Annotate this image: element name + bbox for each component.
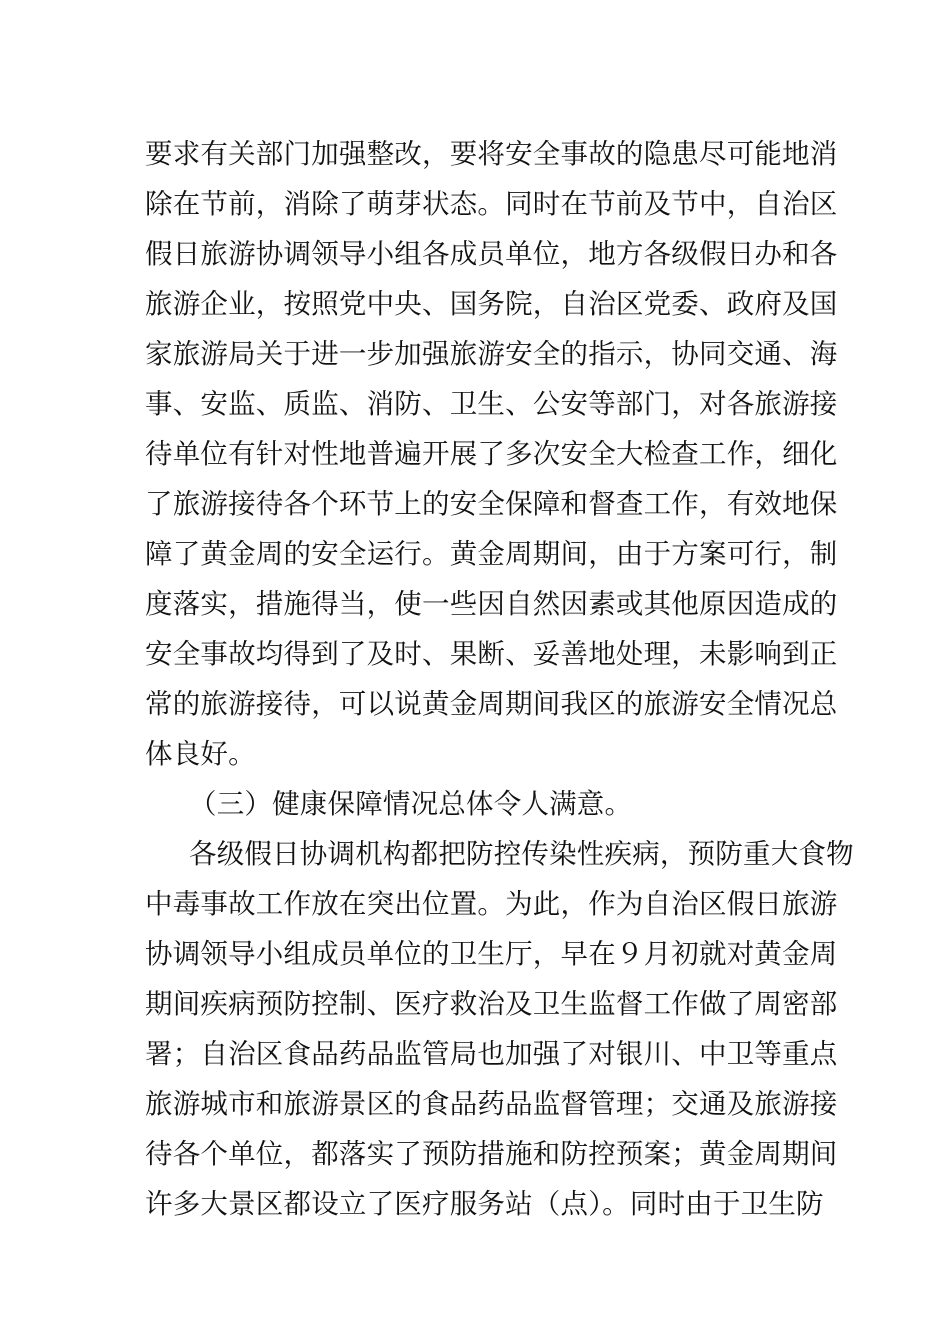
paragraph-line: 安全事故均得到了及时、果断、妥善地处理，未影响到正: [145, 638, 838, 670]
paragraph-line: 常的旅游接待，可以说黄金周期间我区的旅游安全情况总: [145, 688, 838, 720]
paragraph-line: 家旅游局关于进一步加强旅游安全的指示，协同交通、海: [145, 338, 838, 370]
paragraph-line: 了旅游接待各个环节上的安全保障和督查工作，有效地保: [145, 488, 838, 520]
section-heading: （三）健康保障情况总体令人满意。: [189, 788, 633, 820]
paragraph-line: 除在节前，消除了萌芽状态。同时在节前及节中，自治区: [145, 188, 838, 220]
paragraph-first-line: 各级假日协调机构都把防控传染性疾病，预防重大食物: [189, 838, 854, 870]
paragraph-line: 假日旅游协调领导小组各成员单位，地方各级假日办和各: [145, 238, 838, 270]
paragraph-last-line: 体良好。: [145, 738, 256, 770]
paragraph-line: 期间疾病预防控制、医疗救治及卫生监督工作做了周密部: [145, 988, 838, 1020]
paragraph-line: 要求有关部门加强整改，要将安全事故的隐患尽可能地消: [145, 138, 838, 170]
paragraph-line: 待各个单位，都落实了预防措施和防控预案；黄金周期间: [145, 1138, 838, 1170]
paragraph-line: 协调领导小组成员单位的卫生厅，早在９月初就对黄金周: [145, 938, 838, 970]
paragraph-line: 许多大景区都设立了医疗服务站（点）。同时由于卫生防: [145, 1188, 824, 1220]
paragraph-line: 旅游城市和旅游景区的食品药品监督管理；交通及旅游接: [145, 1088, 838, 1120]
paragraph-line: 障了黄金周的安全运行。黄金周期间，由于方案可行，制: [145, 538, 838, 570]
paragraph-line: 中毒事故工作放在突出位置。为此，作为自治区假日旅游: [145, 888, 838, 920]
paragraph-line: 署；自治区食品药品监管局也加强了对银川、中卫等重点: [145, 1038, 838, 1070]
paragraph-line: 待单位有针对性地普遍开展了多次安全大检查工作，细化: [145, 438, 838, 470]
paragraph-line: 旅游企业，按照党中央、国务院，自治区党委、政府及国: [145, 288, 838, 320]
paragraph-line: 事、安监、质监、消防、卫生、公安等部门，对各旅游接: [145, 388, 838, 420]
paragraph-line: 度落实，措施得当，使一些因自然因素或其他原因造成的: [145, 588, 838, 620]
